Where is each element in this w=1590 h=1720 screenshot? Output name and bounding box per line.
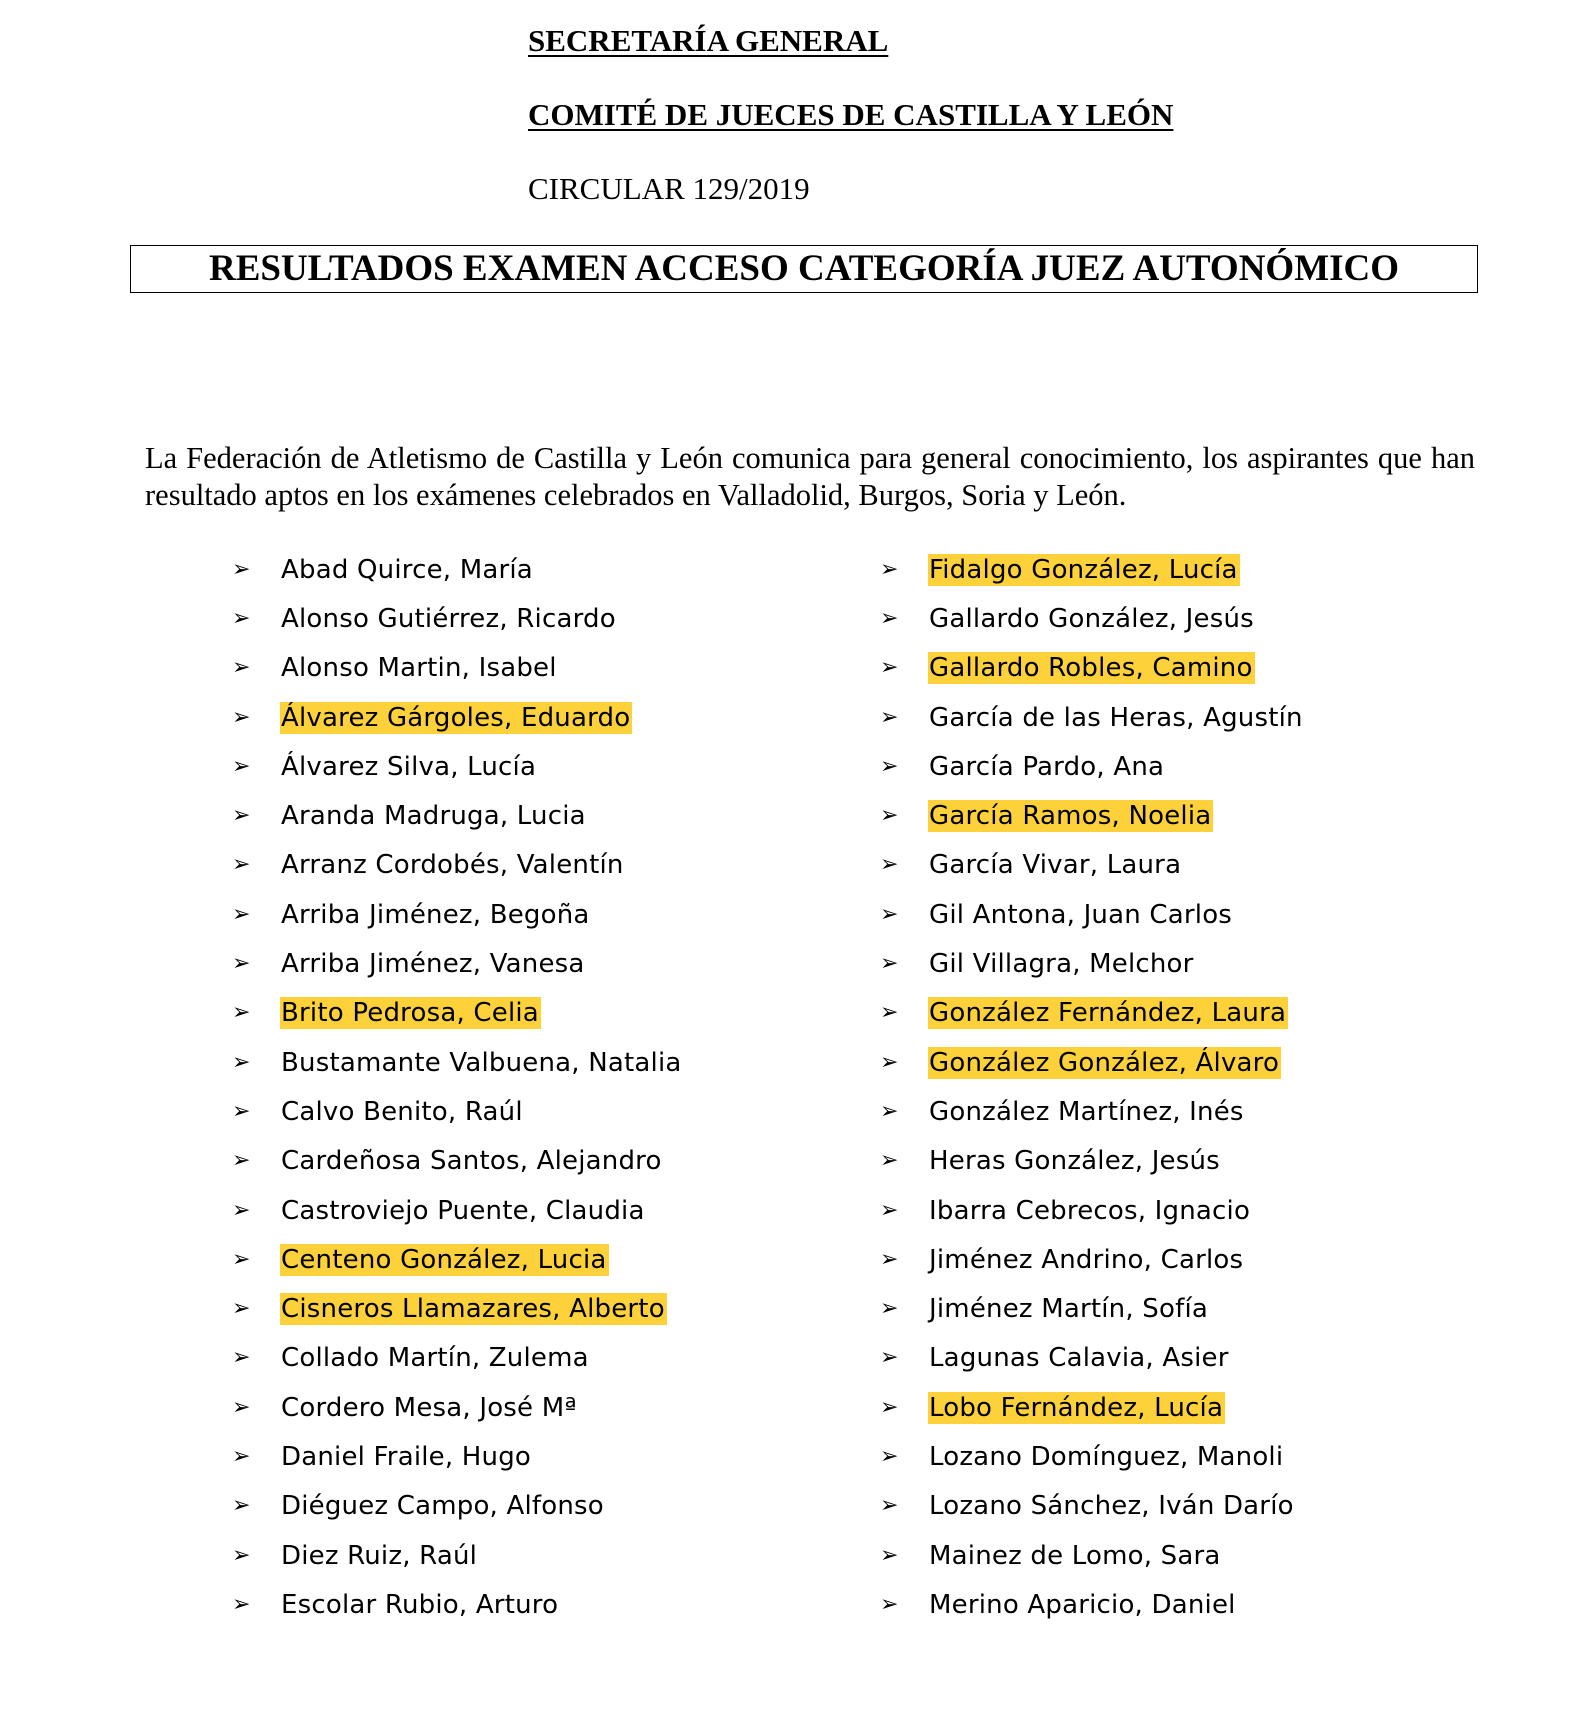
highlighted-candidate-name: Brito Pedrosa, Celia (281, 998, 539, 1029)
arrow-bullet-icon: ➢ (232, 1345, 251, 1371)
arrow-bullet-icon: ➢ (232, 753, 251, 779)
candidate-name: Bustamante Valbuena, Natalia (281, 1047, 682, 1078)
list-item (880, 545, 1305, 594)
candidate-name: Gil Villagra, Melchor (929, 949, 1194, 980)
list-item (880, 1235, 1305, 1284)
candidate-name: Castroviejo Puente, Claudia (281, 1195, 645, 1226)
arrow-bullet-icon: ➢ (880, 1394, 899, 1420)
list-item (232, 791, 684, 840)
highlighted-candidate-name: Gallardo Robles, Camino (929, 653, 1253, 684)
arrow-bullet-icon: ➢ (880, 1296, 899, 1322)
list-item (880, 1531, 1305, 1580)
arrow-bullet-icon: ➢ (232, 1148, 251, 1174)
candidate-name: Gil Antona, Juan Carlos (929, 899, 1233, 930)
list-item (232, 989, 684, 1038)
arrow-bullet-icon: ➢ (232, 1098, 251, 1124)
list-item (880, 742, 1305, 791)
list-item (232, 1087, 684, 1136)
header-comite-jueces: COMITÉ DE JUECES DE CASTILLA Y LEÓN (528, 97, 1174, 132)
highlighted-candidate-name: García Ramos, Noelia (929, 801, 1212, 832)
list-item (232, 1432, 684, 1481)
arrow-bullet-icon: ➢ (880, 1542, 899, 1568)
names-list-right (880, 545, 1305, 1630)
candidate-name: García Vivar, Laura (929, 850, 1182, 881)
arrow-bullet-icon: ➢ (232, 1049, 251, 1075)
candidate-name: Lozano Domínguez, Manoli (929, 1441, 1284, 1472)
arrow-bullet-icon: ➢ (880, 803, 899, 829)
arrow-bullet-icon: ➢ (232, 1542, 251, 1568)
arrow-bullet-icon: ➢ (880, 1148, 899, 1174)
candidate-name: Merino Aparicio, Daniel (929, 1589, 1236, 1620)
candidate-name: Escolar Rubio, Arturo (281, 1589, 559, 1620)
arrow-bullet-icon: ➢ (880, 1197, 899, 1223)
list-item (880, 791, 1305, 840)
candidate-name: Ibarra Cebrecos, Ignacio (929, 1195, 1251, 1226)
arrow-bullet-icon: ➢ (880, 1591, 899, 1617)
arrow-bullet-icon: ➢ (232, 951, 251, 977)
list-item (232, 1580, 684, 1629)
list-item (232, 841, 684, 890)
arrow-bullet-icon: ➢ (880, 951, 899, 977)
candidate-name: Arriba Jiménez, Vanesa (281, 949, 585, 980)
list-item (880, 1284, 1305, 1333)
list-item (880, 1137, 1305, 1186)
list-item (232, 545, 684, 594)
list-item (880, 841, 1305, 890)
list-item (880, 594, 1305, 643)
arrow-bullet-icon: ➢ (880, 852, 899, 878)
list-item (232, 742, 684, 791)
list-item (880, 939, 1305, 988)
list-item (880, 1383, 1305, 1432)
candidate-name: Collado Martín, Zulema (281, 1343, 589, 1374)
arrow-bullet-icon: ➢ (232, 852, 251, 878)
list-item (232, 644, 684, 693)
list-item (232, 1137, 684, 1186)
arrow-bullet-icon: ➢ (880, 753, 899, 779)
header-circular-number: CIRCULAR 129/2019 (528, 171, 810, 206)
candidate-name: Arriba Jiménez, Begoña (281, 899, 590, 930)
candidate-name: Lagunas Calavia, Asier (929, 1343, 1229, 1374)
list-item (880, 1482, 1305, 1531)
candidate-name: Daniel Fraile, Hugo (281, 1441, 532, 1472)
title-box (130, 245, 1478, 293)
candidate-name: Diéguez Campo, Alfonso (281, 1491, 604, 1522)
list-item (880, 890, 1305, 939)
arrow-bullet-icon: ➢ (880, 704, 899, 730)
list-item (232, 939, 684, 988)
arrow-bullet-icon: ➢ (232, 901, 251, 927)
arrow-bullet-icon: ➢ (880, 605, 899, 631)
arrow-bullet-icon: ➢ (232, 1591, 251, 1617)
list-item (880, 693, 1305, 742)
list-item (880, 1580, 1305, 1629)
candidate-name: Mainez de Lomo, Sara (929, 1540, 1221, 1571)
arrow-bullet-icon: ➢ (232, 1000, 251, 1026)
list-item (232, 1284, 684, 1333)
arrow-bullet-icon: ➢ (232, 704, 251, 730)
list-item (880, 1038, 1305, 1087)
highlighted-candidate-name: Lobo Fernández, Lucía (929, 1392, 1224, 1423)
candidate-name: Arranz Cordobés, Valentín (281, 850, 624, 881)
candidate-name: Abad Quirce, María (281, 554, 533, 585)
list-item (232, 1038, 684, 1087)
candidate-name: Calvo Benito, Raúl (281, 1096, 523, 1127)
arrow-bullet-icon: ➢ (232, 1493, 251, 1519)
list-item (232, 1531, 684, 1580)
arrow-bullet-icon: ➢ (232, 1296, 251, 1322)
highlighted-candidate-name: González Fernández, Laura (929, 998, 1287, 1029)
candidate-name: Jiménez Martín, Sofía (929, 1294, 1209, 1325)
arrow-bullet-icon: ➢ (232, 803, 251, 829)
list-item (232, 1235, 684, 1284)
candidate-name: Diez Ruiz, Raúl (281, 1540, 478, 1571)
list-item (232, 1334, 684, 1383)
arrow-bullet-icon: ➢ (880, 556, 899, 582)
names-list-left (232, 545, 684, 1630)
list-item (232, 1482, 684, 1531)
candidate-name: Aranda Madruga, Lucia (281, 801, 586, 832)
arrow-bullet-icon: ➢ (880, 1443, 899, 1469)
arrow-bullet-icon: ➢ (232, 1197, 251, 1223)
arrow-bullet-icon: ➢ (880, 1049, 899, 1075)
list-item (232, 693, 684, 742)
candidate-name: Gallardo González, Jesús (929, 603, 1254, 634)
candidate-name: Lozano Sánchez, Iván Darío (929, 1491, 1294, 1522)
document-title: RESULTADOS EXAMEN ACCESO CATEGORÍA JUEZ AUTONÓMICO (208, 248, 1400, 289)
arrow-bullet-icon: ➢ (232, 1443, 251, 1469)
arrow-bullet-icon: ➢ (880, 1098, 899, 1124)
arrow-bullet-icon: ➢ (232, 655, 251, 681)
candidate-name: Cordero Mesa, José Mª (281, 1392, 577, 1423)
arrow-bullet-icon: ➢ (232, 1394, 251, 1420)
intro-paragraph: La Federación de Atletismo de Castilla y León comunica para general conocimiento, los aspirantes que han resultado aptos en los exámenes celebrados en Valladolid, Burgos, Soria y León. (145, 440, 1475, 512)
arrow-bullet-icon: ➢ (880, 1493, 899, 1519)
highlighted-candidate-name: González González, Álvaro (929, 1047, 1280, 1078)
arrow-bullet-icon: ➢ (880, 1345, 899, 1371)
arrow-bullet-icon: ➢ (880, 1000, 899, 1026)
candidate-name: Álvarez Silva, Lucía (281, 751, 537, 782)
arrow-bullet-icon: ➢ (232, 605, 251, 631)
list-item (880, 644, 1305, 693)
arrow-bullet-icon: ➢ (880, 655, 899, 681)
list-item (880, 1186, 1305, 1235)
list-item (232, 594, 684, 643)
list-item (880, 1334, 1305, 1383)
header-secretaria-general: SECRETARÍA GENERAL (528, 23, 889, 58)
arrow-bullet-icon: ➢ (880, 1246, 899, 1272)
highlighted-candidate-name: Cisneros Llamazares, Alberto (281, 1294, 665, 1325)
arrow-bullet-icon: ➢ (232, 556, 251, 582)
candidate-name: Jiménez Andrino, Carlos (929, 1244, 1244, 1275)
highlighted-candidate-name: Centeno González, Lucia (281, 1244, 607, 1275)
list-item (232, 1383, 684, 1432)
highlighted-candidate-name: Fidalgo González, Lucía (929, 554, 1238, 585)
list-item (880, 1432, 1305, 1481)
arrow-bullet-icon: ➢ (880, 901, 899, 927)
candidate-name: González Martínez, Inés (929, 1096, 1244, 1127)
arrow-bullet-icon: ➢ (232, 1246, 251, 1272)
list-item (880, 1087, 1305, 1136)
candidate-name: Heras González, Jesús (929, 1146, 1220, 1177)
highlighted-candidate-name: Álvarez Gárgoles, Eduardo (281, 702, 631, 733)
candidate-name: Alonso Martin, Isabel (281, 653, 557, 684)
list-item (232, 1186, 684, 1235)
list-item (232, 890, 684, 939)
candidate-name: Alonso Gutiérrez, Ricardo (281, 603, 616, 634)
candidate-name: Cardeñosa Santos, Alejandro (281, 1146, 662, 1177)
candidate-name: García de las Heras, Agustín (929, 702, 1303, 733)
list-item (880, 989, 1305, 1038)
candidate-name: García Pardo, Ana (929, 751, 1165, 782)
